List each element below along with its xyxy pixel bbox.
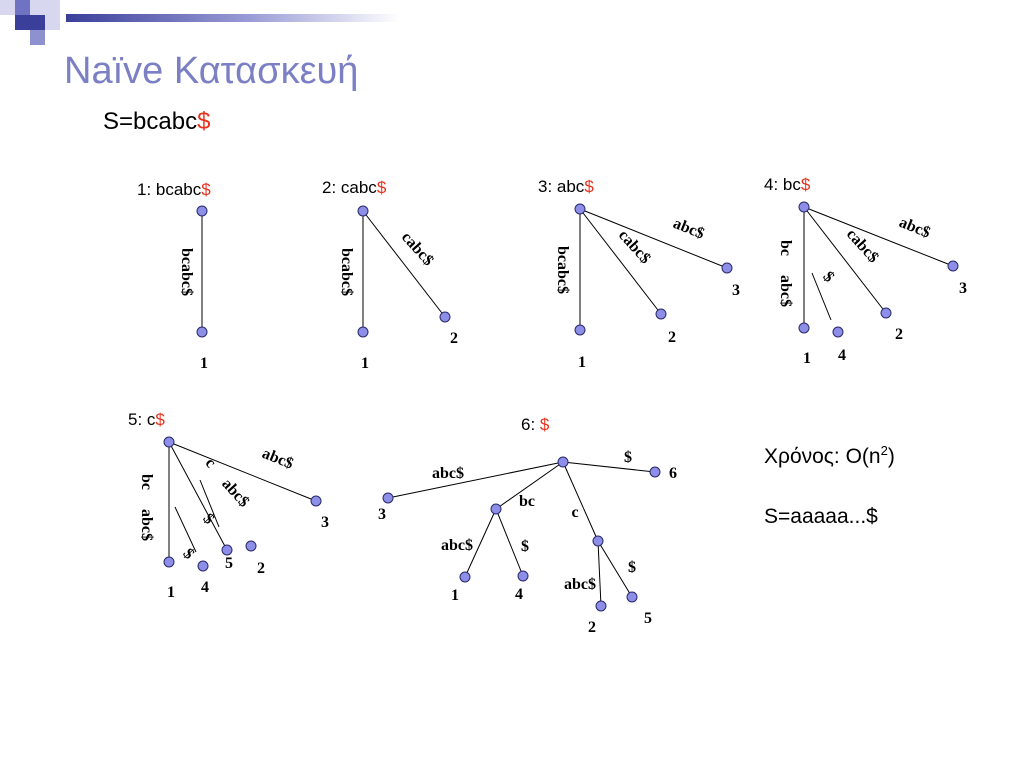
tree-node [575, 325, 585, 335]
tree-caption-text: 1: bcabc [137, 180, 202, 199]
edge-label: $ [819, 268, 838, 286]
tree-node [650, 467, 660, 477]
time-complexity-text: Χρόνος: O(n [764, 445, 881, 468]
edge-label: $ [628, 559, 636, 576]
leaf-label: 3 [732, 282, 740, 299]
tree-node [948, 261, 958, 271]
tree-edge [563, 462, 655, 472]
edge-label: $ [521, 538, 529, 555]
tree-edge [598, 541, 632, 597]
edge-label: bcabc$ [178, 248, 195, 296]
tree-caption-text: 2: cabc [322, 178, 377, 197]
tree-edge [598, 541, 601, 606]
tree-node [833, 327, 843, 337]
leaf-label: 4 [515, 586, 523, 603]
edge-label: abc$ [564, 576, 596, 593]
edge-label: c [201, 454, 220, 472]
tree-node [575, 204, 585, 214]
tree-node [593, 536, 603, 546]
tree-caption [137, 180, 211, 199]
tree-node [197, 206, 207, 216]
leaf-label: 3 [378, 506, 386, 523]
tree-node [596, 601, 606, 611]
time-complexity-close: ) [887, 445, 895, 468]
tree-node [491, 504, 501, 514]
leaf-label: 1 [200, 355, 208, 372]
edge-label: abc$ [670, 214, 707, 243]
tree-node [383, 493, 393, 503]
tree-node [558, 457, 568, 467]
suffix-tree-3 [538, 177, 740, 371]
leaf-label: 4 [838, 347, 846, 364]
tree-node [799, 323, 809, 333]
tree-node [881, 308, 891, 318]
tree-edge [563, 462, 598, 541]
tree-caption-text: 6: [521, 415, 540, 434]
tree-caption [322, 178, 387, 197]
tree-node [164, 437, 174, 447]
leaf-label: 1 [578, 354, 586, 371]
suffix-tree-2 [322, 178, 458, 372]
input-string-text: S=bcabc [103, 108, 198, 135]
edge-label: abc$ [259, 444, 296, 473]
edge-label: cabc$ [397, 228, 437, 270]
tree-edge [496, 509, 523, 576]
suffix-tree-6 [378, 415, 677, 636]
leaf-label: 1 [451, 587, 459, 604]
edge-label: cabc$ [614, 226, 654, 268]
edge-label: abc$ [441, 537, 473, 554]
tree-node [311, 496, 321, 506]
suffix-tree-5 [128, 410, 329, 601]
tree-node [440, 312, 450, 322]
leaf-label: 4 [201, 579, 209, 596]
leaf-label: 5 [644, 610, 652, 627]
tree-edge [363, 211, 445, 317]
leaf-label: 3 [321, 514, 329, 531]
leaf-label: 2 [668, 329, 676, 346]
tree-node [722, 263, 732, 273]
tree-caption-text: 5: c [128, 410, 156, 429]
leaf-label: 5 [225, 555, 233, 572]
suffix-tree-4 [764, 175, 967, 367]
tree-caption-terminator: $ [539, 415, 550, 434]
leaf-label: 1 [361, 355, 369, 372]
tree-caption [128, 410, 165, 429]
edge-label: abc$ [138, 509, 155, 541]
edge-label: c [571, 504, 579, 521]
tree-node [358, 206, 368, 216]
tree-node [222, 545, 232, 555]
leaf-label: 2 [895, 326, 903, 343]
time-complexity-exponent: 2 [880, 443, 888, 458]
tree-caption-terminator: $ [376, 178, 387, 197]
tree-caption-terminator: $ [584, 177, 594, 196]
leaf-label: 1 [803, 350, 811, 367]
tree-node [164, 557, 174, 567]
leaf-label: 2 [450, 330, 458, 347]
tree-node [799, 202, 809, 212]
tree-node [358, 327, 368, 337]
input-string-terminator: $ [197, 108, 211, 135]
suffix-tree-1 [137, 180, 211, 372]
tree-node [246, 541, 256, 551]
tree-caption [538, 177, 594, 196]
edge-label: $ [199, 510, 218, 528]
tree-caption-text: 4: bc [764, 175, 801, 194]
edge-label: bc [138, 474, 155, 490]
worst-case-string: S=aaaaa...$ [764, 505, 878, 528]
edge-label: abc$ [896, 213, 933, 242]
tree-caption-terminator: $ [201, 180, 211, 199]
tree-node [460, 572, 470, 582]
edge-label: abc$ [218, 475, 253, 511]
tree-node [198, 561, 208, 571]
edge-label: cabc$ [842, 225, 882, 267]
tree-caption [521, 415, 550, 434]
edge-label: abc$ [777, 275, 794, 307]
leaf-label: 1 [167, 584, 175, 601]
edge-label: bcabc$ [554, 246, 571, 294]
tree-caption-terminator: $ [155, 410, 165, 429]
tree-node [656, 309, 666, 319]
tree-edge [580, 209, 727, 268]
tree-node [518, 571, 528, 581]
tree-node [627, 592, 637, 602]
edge-label: bc [519, 493, 535, 510]
edge-label: bc [777, 240, 794, 256]
edge-label: abc$ [432, 465, 464, 482]
edge-label: $ [624, 449, 632, 466]
tree-caption-text: 3: abc [538, 177, 585, 196]
leaf-label: 2 [257, 560, 265, 577]
leaf-label: 6 [669, 465, 677, 482]
tree-caption-terminator: $ [800, 175, 811, 194]
tree-node [197, 327, 207, 337]
leaf-label: 3 [959, 280, 967, 297]
tree-caption [764, 175, 811, 194]
edge-label: bcabc$ [338, 248, 355, 296]
slide-title: Naïve Κατασκευή [64, 50, 359, 92]
edge-label: $ [179, 545, 198, 563]
leaf-label: 2 [588, 619, 596, 636]
